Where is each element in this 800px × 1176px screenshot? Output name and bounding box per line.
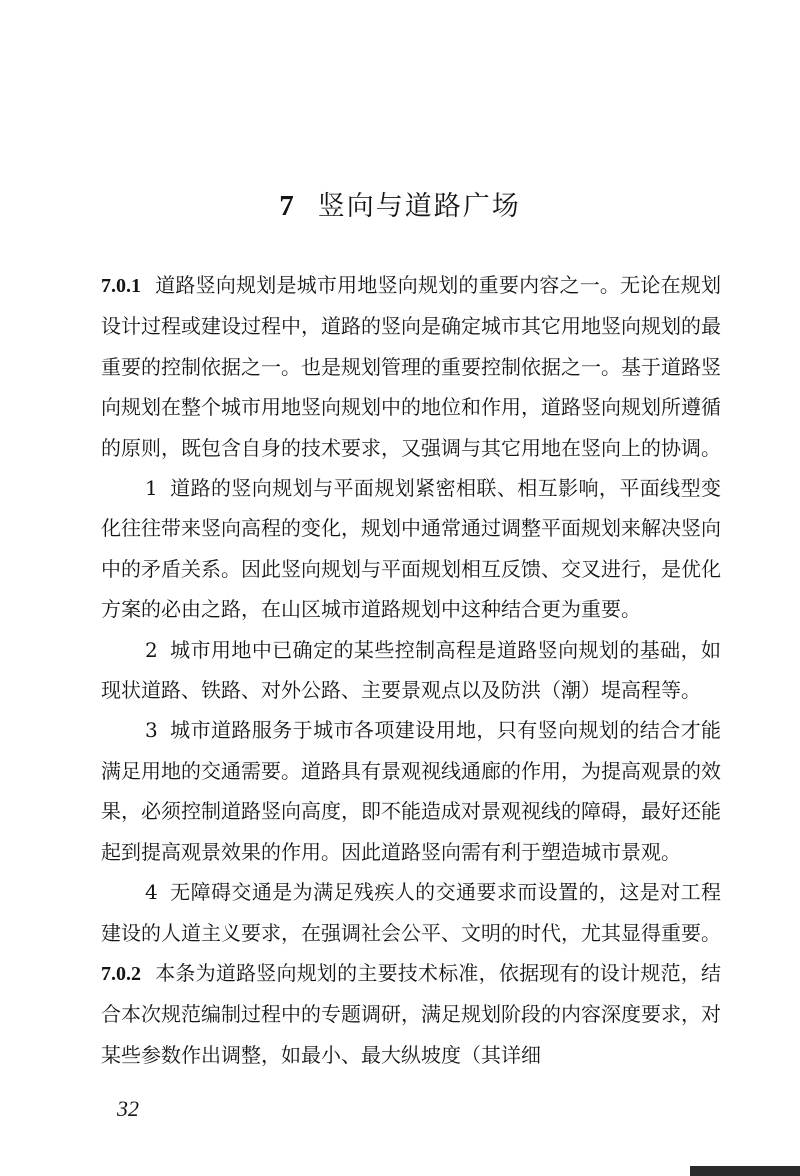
clause-text: 本条为道路竖向规划的主要技术标准，依据现有的设计规范，结合本次规范编制过程中的专题调研，满足规划阶段的内容深度要求，对某些参数作出调整，如最小、最大纵坡度（其详细 bbox=[101, 960, 721, 1067]
clause-7-0-1 bbox=[101, 265, 721, 468]
clause-number: 7.0.2 bbox=[101, 962, 141, 985]
item-text: 道路的竖向规划与平面规划紧密相联、相互影响，平面线型变化往往带来竖向高程的变化，规划中通常通过调整平面规划来解决竖向中的矛盾关系。因此竖向规划与平面规划相互反馈、交叉进行，是优化方案的必由之路，在山区城市道路规划中这种结合更为重要。 bbox=[101, 476, 721, 622]
chapter-number: 7 bbox=[279, 190, 296, 222]
list-item-3 bbox=[101, 710, 721, 872]
item-number: 4 bbox=[145, 880, 158, 905]
item-number: 3 bbox=[145, 718, 158, 743]
item-text: 城市道路服务于城市各项建设用地，只有竖向规划的结合才能满足用地的交通需要。道路具有景观视线通廊的作用，为提高观景的效果，必须控制道路竖向高度，即不能造成对景观视线的障碍，最好还能起到提高观景效果的作用。因此道路竖向需有利于塑造城市景观。 bbox=[101, 718, 721, 864]
chapter-title bbox=[0, 184, 800, 229]
item-number: 1 bbox=[145, 476, 158, 501]
item-number: 2 bbox=[145, 637, 158, 662]
item-text: 城市用地中已确定的某些控制高程是道路竖向规划的基础，如现状道路、铁路、对外公路、主要景观点以及防洪（潮）堤高程等。 bbox=[101, 637, 721, 703]
item-text: 无障碍交通是为满足残疾人的交通要求而设置的，这是对工程建设的人道主义要求，在强调社会公平、文明的时代，尤其显得重要。 bbox=[101, 880, 721, 945]
list-item-1 bbox=[101, 468, 721, 630]
chapter-title-text: 竖向与道路广场 bbox=[317, 191, 521, 222]
clause-number: 7.0.1 bbox=[101, 275, 141, 297]
scan-edge-mark bbox=[690, 1166, 800, 1176]
list-item-4 bbox=[101, 872, 721, 953]
list-item-2 bbox=[101, 630, 721, 711]
page-number: 32 bbox=[117, 1096, 139, 1121]
clause-text: 道路竖向规划是城市用地竖向规划的重要内容之一。无论在规划设计过程或建设过程中，道路的竖向是确定城市其它用地竖向规划的最重要的控制依据之一。也是规划管理的重要控制依据之一。基于道路竖向规划在整个城市用地竖向规划中的地位和作用，道路竖向规划所遵循的原则，既包含自身的技术要求，又强调与其它用地在竖向上的协调。 bbox=[101, 273, 721, 460]
clause-7-0-2 bbox=[101, 953, 721, 1075]
body-text bbox=[101, 265, 721, 1075]
